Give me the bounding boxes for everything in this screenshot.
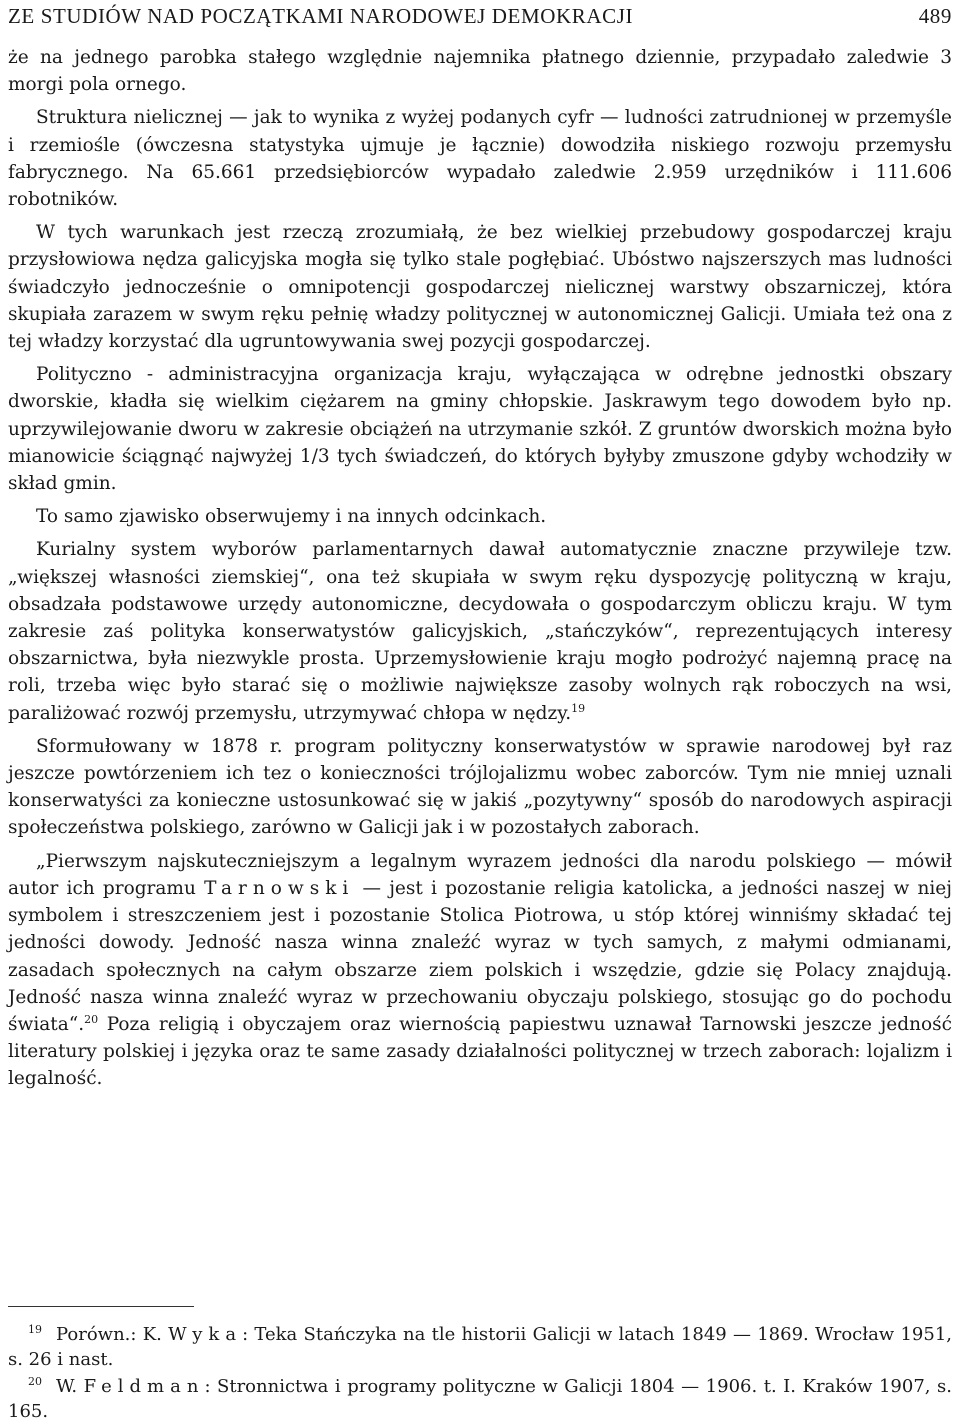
running-header bbox=[8, 4, 952, 32]
quoted-paragraph bbox=[8, 848, 952, 1093]
footnote bbox=[8, 1374, 952, 1424]
footnote-text: : Stronnictwa i programy polityczne w Galicji 1804 — 1906. t. I. Kraków 1907, s. 165. bbox=[8, 1376, 952, 1422]
paragraph-text: W tych warunkach jest rzeczą zrozumiałą, że bez wielkiej przebudowy gospodarczej kraju przysłowiowa nędza galicyjska mogła się tylko stale pogłębiać. Ubóstwo najszerszych mas ludności świadczyło jednocześnie o omnipotencji gospodarczej nielicznej warstwy obszarniczej, która skupiała zarazem w swym ręku pełnię władzy politycznej w autonomicznej Galicji. Umiała też ona z tej władzy korzystać dla ugruntowywania swej pozycji gospodarczej. bbox=[8, 222, 952, 353]
footnote-number: 20 bbox=[28, 1375, 42, 1388]
paragraph bbox=[8, 104, 952, 213]
footnote bbox=[8, 1322, 952, 1372]
main-text bbox=[8, 44, 952, 1099]
spaced-author-name: Tarnowski bbox=[204, 877, 355, 899]
paragraph-text: Poza religią i obyczajem oraz wiernością papiestwu uznawał Tarnowski jeszcze jedność literatury polskiej i języka oraz te same zasady działalności politycznej w trzech zaborach: lojalizm i legalność. bbox=[8, 1013, 952, 1090]
footnote-text: : Teka Stańczyka na tle historii Galicji w latach 1849 — 1869. Wrocław 1951, s. 26 i nast. bbox=[8, 1324, 952, 1370]
running-title: ZE STUDIÓW NAD POCZĄTKAMI NARODOWEJ DEMOKRACJI bbox=[8, 4, 634, 28]
paragraph-continued bbox=[8, 44, 952, 98]
paragraph bbox=[8, 361, 952, 497]
paragraph-text: To samo zjawisko obserwujemy i na innych odcinkach. bbox=[36, 506, 547, 528]
paragraph bbox=[8, 733, 952, 842]
paragraph-text: „Pierwszym najskuteczniejszym a legalnym wyrazem jedności dla narodu polskiego — mówił autor ich programu bbox=[8, 850, 952, 899]
paragraph bbox=[8, 536, 952, 726]
spaced-author-name: Wyka bbox=[168, 1324, 243, 1345]
paragraph-text: że na jednego parobka stałego względnie najemnika płatnego dziennie, przypadało zaledwie 3 morgi pola ornego. bbox=[8, 47, 952, 96]
footnote-text: Porówn.: K. bbox=[56, 1324, 162, 1345]
paragraph bbox=[8, 219, 952, 355]
footnote-reference[interactable]: 20 bbox=[84, 1012, 99, 1026]
paragraph-text: Sformułowany w 1878 r. program polityczny konserwatystów w sprawie narodowej był raz jeszcze powtórzeniem ich tez o konieczności trójlojalizmu wobec zaborców. Tym nie mniej uznali konserwatyści za konieczne ustosunkować się w jakiś „pozytywny“ sposób do narodowych aspiracji społeczeństwa polskiego, zarówno w Galicji jak i w pozostałych zaborach. bbox=[8, 735, 952, 839]
footnote-text: W. bbox=[56, 1376, 78, 1397]
paragraph-text: Struktura nielicznej — jak to wynika z wyżej podanych cyfr — ludności zatrudnionej w przemyśle i rzemiośle (ówczesna statystyka ujmuje je łącznie) dowodziła niskiego rozwoju przemysłu fabrycznego. Na 65.661 przedsiębiorców wypadało zaledwie 2.959 urzędników i 111.606 robotników. bbox=[8, 107, 952, 211]
footnote-reference[interactable]: 19 bbox=[571, 701, 586, 715]
footnote-number: 19 bbox=[28, 1323, 42, 1336]
paragraph-text: Polityczno - administracyjna organizacja kraju, wyłączająca w odrębne jednostki obszary dworskie, kładła się wielkim ciężarem na gminy chłopskie. Jaskrawym tego dowodem było np. uprzywilejowanie dworu w zakresie obciążeń na utrzymanie szkół. Z gruntów dworskich można było mianowicie ściągnąć najwyżej 1/3 tych świadczeń, do których byłyby zmuszone gdyby wchodziły w skład gmin. bbox=[8, 364, 952, 495]
footnote-separator bbox=[8, 1306, 194, 1307]
paragraph-text: — jest i pozostanie religia katolicka, a jedności naszej w niej symbolem i streszczeniem jest i pozostanie Stolica Piotrowa, u stóp której winniśmy składać tej jedności dowody. Jedność nasza winna znaleźć wyraz w tych samych, z małymi odmianami, zasadach społecznych na całym obszarze ziem polskich i wszędzie, gdzie się Polacy znajdują. Jedność nasza winna znaleźć wyraz w przechowaniu obyczaju polskiego, stosując go do pochodu świata“. bbox=[8, 877, 952, 1035]
spaced-author-name: Feldman bbox=[83, 1376, 205, 1397]
paragraph bbox=[8, 503, 952, 530]
footnotes bbox=[8, 1322, 952, 1426]
page-number: 489 bbox=[918, 4, 952, 28]
paragraph-text: Kurialny system wyborów parlamentarnych dawał automatycznie znaczne przywileje tzw. „większej własności ziemskiej“, ona też skupiała w swym ręku dyspozycję polityczną w kraju, obsadzała podstawowe urzędy autonomiczne, decydowała o gospodarczym obliczu kraju. W tym zakresie zaś polityka konserwatystów galicyjskich, „stańczyków“, reprezentujących interesy obszarnictwa, była niezwykle prosta. Uprzemysłowienie kraju mogło podrożyć najemną pracę na roli, trzeba więc było starać się o możliwie największe zasoby wolnych rąk roboczych na wsi, paraliżować rozwój przemysłu, utrzymywać chłopa w nędzy. bbox=[8, 539, 952, 724]
